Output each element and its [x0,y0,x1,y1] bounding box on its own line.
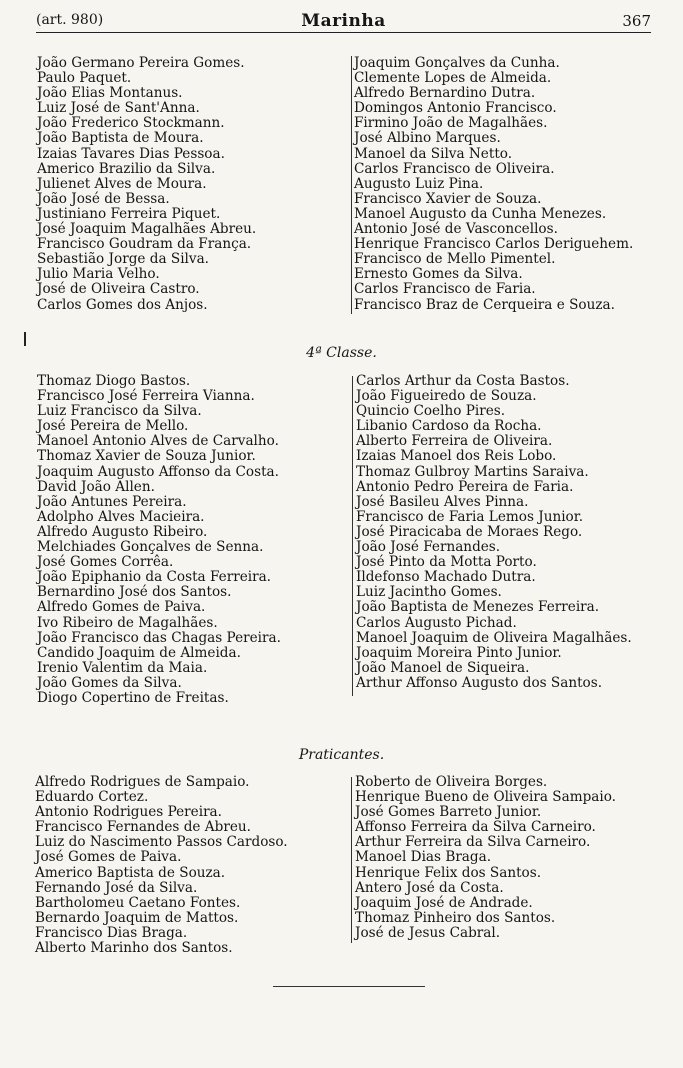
column-divider [351,777,352,943]
list-item: Joaquim Moreira Pinto Junior. [356,644,562,661]
column-divider [351,56,352,314]
list-item: Francisco Dias Braga. [35,924,188,941]
list-item: Francisco Braz de Cerqueira e Souza. [354,296,615,313]
list-item: João Figueiredo de Souza. [356,388,537,405]
section1-right-column [354,56,633,313]
list-item: José Basileu Alves Pinna. [356,493,529,510]
section-title-4a-classe: 4ª Classe. [306,345,377,361]
list-item: Sebastião Jorge da Silva. [37,251,209,268]
list-item: Americo Brazilio da Silva. [37,160,216,177]
list-item: Francisco José Ferreira Vianna. [37,388,255,405]
list-item: Affonso Ferreira da Silva Carneiro. [355,819,596,836]
list-item: Fernando José da Silva. [35,879,198,896]
list-item: Izaias Tavares Dias Pessoa. [37,145,225,162]
list-item: João Baptista de Menezes Ferreira. [356,599,600,616]
list-item: José Albino Marques. [354,130,501,147]
list-item: Candido Joaquim de Almeida. [37,644,241,661]
list-item: Carlos Francisco de Oliveira. [354,160,555,177]
list-item: Carlos Augusto Pichad. [356,614,517,631]
list-item: Roberto de Oliveira Borges. [355,774,548,790]
list-item: Henrique Francisco Carlos Deriguehem. [354,236,634,253]
list-item: Manoel Joaquim de Oliveira Magalhães. [356,629,632,646]
list-item: Alfredo Augusto Ribeiro. [37,523,208,540]
list-item: Libanio Cardoso da Rocha. [356,418,542,435]
list-item: Manoel Dias Braga. [355,849,492,866]
list-item: Francisco Xavier de Souza. [354,190,542,207]
list-item: Diogo Copertino de Freitas. [37,689,229,706]
list-item: Paulo Paquet. [37,70,132,87]
article-reference: (art. 980) [36,12,104,28]
list-item: Justiniano Ferreira Piquet. [37,205,221,222]
list-item: Francisco de Faria Lemos Junior. [356,508,584,525]
list-item: Ildefonso Machado Dutra. [356,569,536,586]
list-item: Alberto Ferreira de Oliveira. [356,433,553,450]
list-item: Bartholomeu Caetano Fontes. [35,894,241,911]
list-item: João Gomes da Silva. [37,674,182,691]
list-item: João José Fernandes. [356,539,501,556]
list-item: Bernardino José dos Santos. [37,584,232,601]
section2-right-column [356,374,632,691]
list-item: João Elias Montanus. [37,85,183,102]
list-item: João Antunes Pereira. [37,493,187,510]
list-item: José Pinto da Motta Porto. [356,554,537,571]
list-item: Manoel Augusto da Cunha Menezes. [354,205,607,222]
list-item: Luiz José de Sant'Anna. [37,100,200,117]
list-item: Thomaz Pinheiro dos Santos. [355,909,556,926]
list-item: David João Allen. [37,478,155,495]
list-item: Arthur Affonso Augusto dos Santos. [356,674,603,691]
list-item: Antonio José de Vasconcellos. [354,221,558,238]
section-title-praticantes: Praticantes. [298,747,385,763]
section2-left-column [37,374,281,706]
list-item: Ivo Ribeiro de Magalhães. [37,614,218,631]
list-item: Alfredo Rodrigues de Sampaio. [35,774,250,790]
list-item: Luiz Francisco da Silva. [37,403,202,420]
list-item: Francisco de Mello Pimentel. [354,251,556,268]
section1-left-column [37,56,256,313]
closing-rule [273,986,425,987]
list-item: João Baptista de Moura. [37,130,204,147]
list-item: Adolpho Alves Macieira. [37,508,205,525]
list-item: João Germano Pereira Gomes. [37,55,245,71]
list-item: Irenio Valentim da Maia. [37,659,208,676]
list-item: Antero José da Costa. [355,879,504,896]
column-divider [352,376,353,696]
list-item: José Gomes de Paiva. [35,849,182,866]
list-item: João Francisco das Chagas Pereira. [37,629,281,646]
list-item: Julienet Alves de Moura. [37,175,207,192]
list-item: João José de Bessa. [37,190,170,207]
margin-mark [24,332,26,346]
list-item: Julio Maria Velho. [37,266,160,283]
list-item: Alberto Marinho dos Santos. [35,940,233,957]
list-item: José de Oliveira Castro. [37,281,200,298]
list-item: José de Jesus Cabral. [355,924,501,941]
list-item: Clemente Lopes de Almeida. [354,70,552,87]
list-item: João Manoel de Siqueira. [356,659,530,676]
page-number: 367 [622,12,651,30]
list-item: Henrique Bueno de Oliveira Sampaio. [355,789,617,806]
list-item: Izaias Manoel dos Reis Lobo. [356,448,557,465]
list-item: Luiz do Nascimento Passos Cardoso. [35,834,288,851]
list-item: Ernesto Gomes da Silva. [354,266,523,283]
section3-left-column [35,775,288,956]
list-item: José Piracicaba de Moraes Rego. [356,523,583,540]
list-item: Manoel Antonio Alves de Carvalho. [37,433,279,450]
list-item: Antonio Pedro Pereira de Faria. [356,478,574,495]
list-item: Quincio Coelho Pires. [356,403,506,420]
list-item: Firmino João de Magalhães. [354,115,548,132]
list-item: Bernardo Joaquim de Mattos. [35,909,239,926]
list-item: Antonio Rodrigues Pereira. [35,804,222,821]
list-item: Francisco Goudram da França. [37,236,252,253]
list-item: Luiz Jacintho Gomes. [356,584,502,601]
list-item: José Gomes Barreto Junior. [355,804,542,821]
list-item: Joaquim Augusto Affonso da Costa. [37,463,279,480]
list-item: Eduardo Cortez. [35,789,149,806]
list-item: Arthur Ferreira da Silva Carneiro. [355,834,591,851]
list-item: Joaquim Gonçalves da Cunha. [354,55,560,71]
list-item: Carlos Francisco de Faria. [354,281,536,298]
list-item: Alfredo Gomes de Paiva. [37,599,206,616]
list-item: Melchiades Gonçalves de Senna. [37,539,264,556]
list-item: Thomaz Gulbroy Martins Saraiva. [356,463,589,480]
list-item: Domingos Antonio Francisco. [354,100,557,117]
list-item: Americo Baptista de Souza. [35,864,226,881]
list-item: Francisco Fernandes de Abreu. [35,819,251,836]
page-title: Marinha [301,11,386,31]
list-item: João Epiphanio da Costa Ferreira. [37,569,272,586]
list-item: Augusto Luiz Pina. [354,175,484,192]
list-item: José Pereira de Mello. [37,418,189,435]
list-item: Henrique Felix dos Santos. [355,864,542,881]
running-header [36,10,651,33]
section3-right-column [355,775,616,941]
list-item: José Joaquim Magalhães Abreu. [37,221,257,238]
list-item: Carlos Gomes dos Anjos. [37,296,208,313]
list-item: Thomaz Diogo Bastos. [37,373,191,389]
list-item: Alfredo Bernardino Dutra. [354,85,536,102]
list-item: José Gomes Corrêa. [37,554,174,571]
list-item: João Frederico Stockmann. [37,115,225,132]
list-item: Joaquim José de Andrade. [355,894,533,911]
list-item: Carlos Arthur da Costa Bastos. [356,373,570,389]
list-item: Manoel da Silva Netto. [354,145,513,162]
list-item: Thomaz Xavier de Souza Junior. [37,448,256,465]
